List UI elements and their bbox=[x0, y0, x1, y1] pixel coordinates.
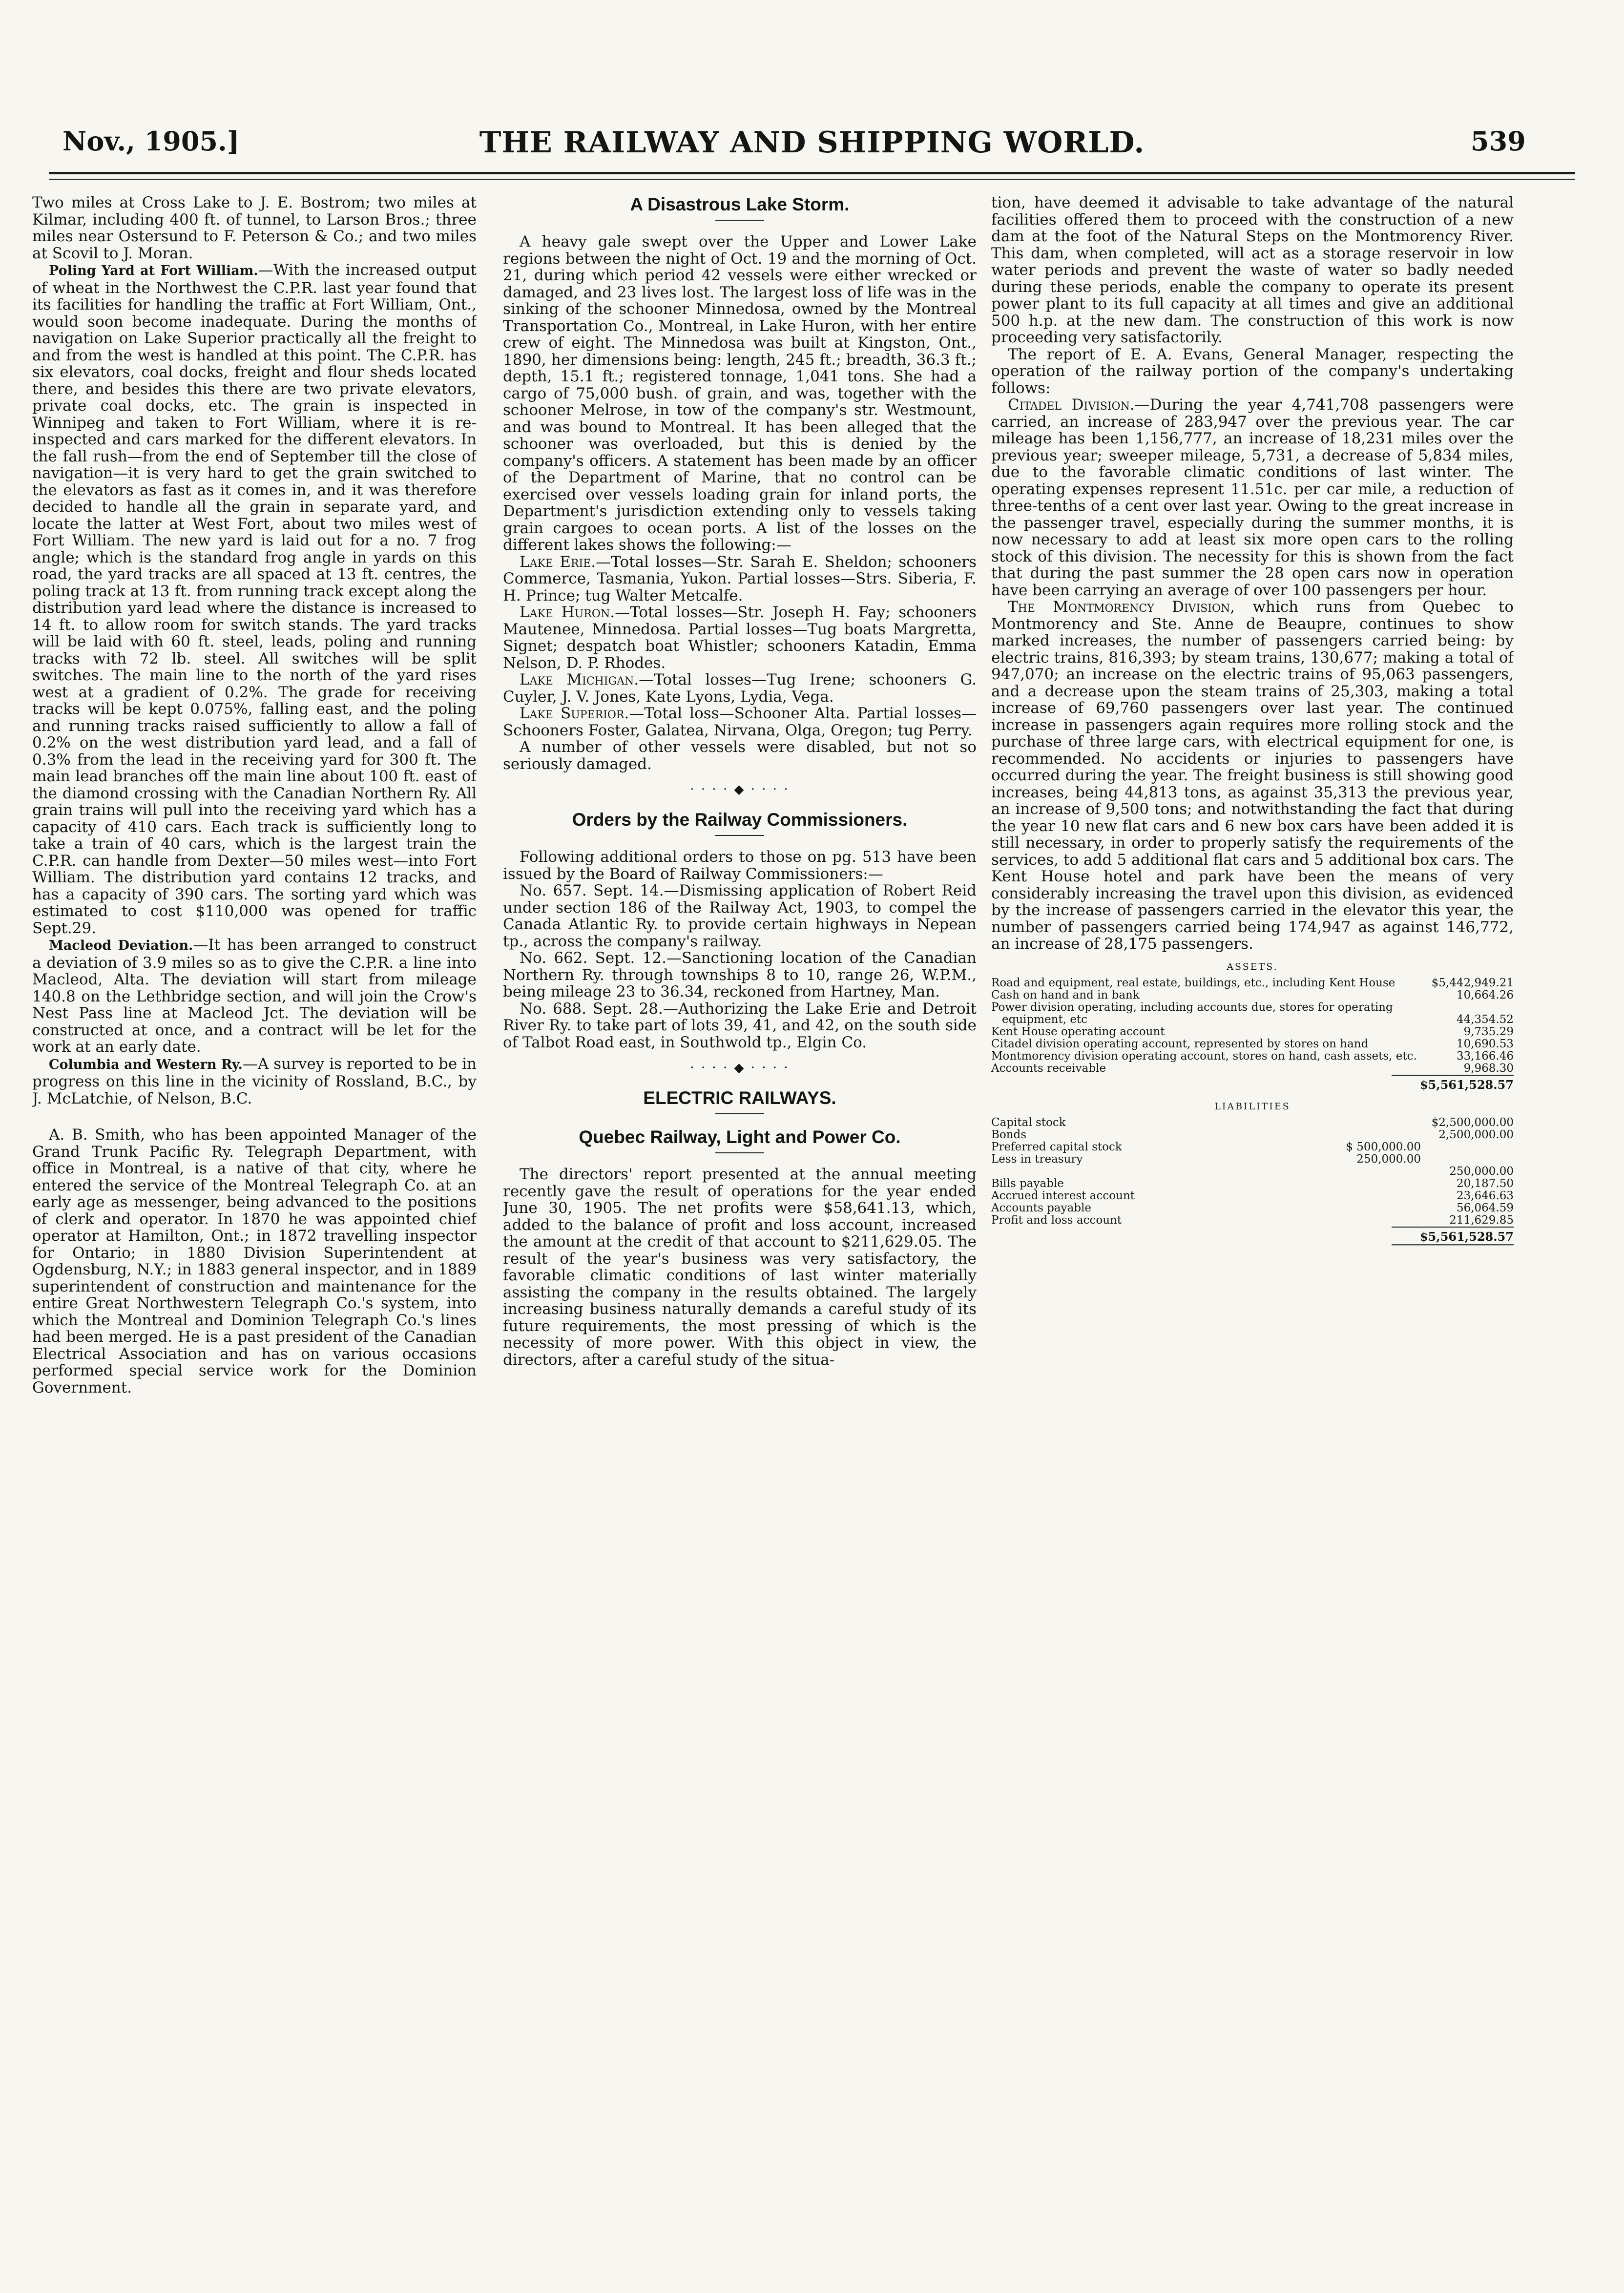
heading-lake-storm: A Disastrous Lake Storm. bbox=[630, 194, 850, 214]
liability-row bbox=[991, 1166, 1514, 1178]
spacer bbox=[32, 1107, 477, 1126]
asset-label: Road and equipment, real estate, buildings, etc., including Kent House bbox=[991, 976, 1395, 989]
paragraph-poling-yard bbox=[32, 262, 477, 937]
short-rule bbox=[715, 835, 764, 836]
asset-amount: 44,354.52 bbox=[1456, 1013, 1514, 1026]
asset-row bbox=[991, 1063, 1514, 1075]
liability-row bbox=[991, 1178, 1514, 1190]
lake-erie-label: Lake Erie. bbox=[520, 553, 596, 571]
short-rule bbox=[715, 1152, 764, 1153]
asset-label: Citadel division operating account, represented by stores on hand bbox=[991, 1037, 1369, 1050]
citadel-text: —During the year 4,741,708 passengers were carried, an increase of 283,947 over the previous year. The car mileage has been 1,156,777, an increase of 18,231 miles over the previous year; sweeper mileage, 5,731, a decrease of 5,834 miles, due to the favorable climatic conditions of last winter. The operating expenses represent 11.51c. per car mile, a reduction of three-tenths of a cent over last year. Owing to the great increase in the passenger travel, especially during the summer months, it is now necessary to add at least six more open cars to the rolling stock of this division. The necessity for this is shown from the fact that during the past summer the 28 open cars now in operation have been carrying an average of over 100 passengers per hour. bbox=[991, 396, 1514, 599]
asset-row bbox=[991, 1001, 1514, 1026]
liability-label: Accrued interest account bbox=[991, 1189, 1135, 1202]
liability-label: Bills payable bbox=[991, 1177, 1064, 1190]
liability-row bbox=[991, 1117, 1514, 1129]
asset-row bbox=[991, 1026, 1514, 1038]
column-left bbox=[32, 194, 477, 2264]
paragraph-contracts: Two miles at Cross Lake to J. E. Bostrom; two miles at Kilmar, including 400 ft. of tunnel, to Larson Bros.; three miles near Ostersund to F. Peterson & Co.; and two miles at Scovil to J. Moran. bbox=[32, 194, 477, 262]
paragraph-lake-erie bbox=[503, 554, 977, 605]
column-right bbox=[991, 194, 1514, 2264]
run-in-heading-poling-yard: Poling Yard at Fort William. bbox=[49, 263, 258, 278]
liability-amount: 2,500,000.00 bbox=[1438, 1128, 1514, 1141]
liability-subamount: $ 500,000.00 bbox=[1346, 1140, 1421, 1153]
heading-quebec-railway: Quebec Railway, Light and Power Co. bbox=[579, 1127, 901, 1147]
publication-title: THE RAILWAY AND SHIPPING WORLD. bbox=[479, 125, 1145, 160]
paragraph-lake-michigan bbox=[503, 671, 977, 705]
montmorency-text: which runs from Quebec to Montmorency and Ste. Anne de Beaupre, continues to show marked increases, the number of passengers carried being: by electric trains, 816,393; by steam trains, 130,677; making a total of 947,070; an increase on the electric trains of 95,063 passengers, and a decrease upon the steam trains of 25,303, making a total increase of 69,760 passengers over last year. The continued increase in passengers again requires more rolling stock and the purchase of three large cars, with electrical equipment for one, is recommended. No accidents or injuries to passengers have occurred during the year. The freight business is still showing good increases, being 44,813 tons, as against 35,313 the previous year, an increase of 9,500 tons; and notwithstanding the fact that during the year 10 new flat cars and 6 new box cars have been added it is still necessary, in order to properly satisfy the requirements of the services, to add 5 additional flat cars and 5 additional box cars. The Kent House hotel and park have been the means of very considerably increasing the travel upon this division, as evidenced by the increase of passengers carried in the elevator this year, the number of passengers carried being 174,947 as against 146,772, an increase of 28,175 passengers. bbox=[991, 598, 1514, 953]
paragraph-citadel bbox=[991, 396, 1514, 599]
column-middle bbox=[503, 194, 977, 2264]
ornament-divider: · · · · ◆ · · · · bbox=[690, 782, 790, 797]
paragraph-lake-superior bbox=[503, 705, 977, 739]
assets-list bbox=[991, 977, 1514, 1075]
liability-subamount: 250,000.00 bbox=[1356, 1152, 1421, 1166]
run-in-heading-macleod: Macleod Deviation. bbox=[49, 938, 193, 953]
liabilities-list bbox=[991, 1178, 1514, 1227]
paragraph-montmorency bbox=[991, 599, 1514, 953]
asset-label: Power division operating, including accounts due, stores for operating equipment, etc bbox=[991, 1001, 1393, 1026]
liability-label: Profit and loss account bbox=[991, 1213, 1122, 1227]
paragraph-manager-report: The report of E. A. Evans, General Manager, respecting the operation of the railway portion of the company's undertaking follows: bbox=[991, 345, 1514, 397]
liability-label: Accounts payable bbox=[991, 1201, 1092, 1214]
liability-amount: 23,646.63 bbox=[1456, 1189, 1514, 1202]
paragraph-order-657: No. 657. Sept. 14.—Dismissing application of Robert Reid under section 186 of the Railway Act, 1903, to compel the Canada Atlantic Ry. to provide certain highways in Nepean tp., across the company's railway. bbox=[503, 882, 977, 950]
liability-label: Less in treasury bbox=[991, 1152, 1083, 1166]
heading-electric-railways: ELECTRIC RAILWAYS. bbox=[643, 1088, 836, 1108]
lake-huron-text: —Total losses—Str. Joseph H. Fay; schooners Mautenee, Minnedosa. Partial losses—Tug boats Margretta, Signet; despatch boat Whistler; schooners Katadin, Emma Nelson, D. P. Rhodes. bbox=[503, 604, 977, 672]
short-rule bbox=[715, 220, 764, 221]
asset-row bbox=[991, 1038, 1514, 1050]
lake-michigan-label: Lake Michigan. bbox=[520, 671, 639, 688]
assets-total: $5,561,528.57 bbox=[1392, 1075, 1514, 1092]
heading-railway-commissioners: Orders by the Railway Commissioners. bbox=[572, 810, 908, 830]
liabilities-heading: LIABILITIES bbox=[1214, 1101, 1291, 1112]
liability-row bbox=[991, 1214, 1514, 1227]
assets-heading: ASSETS. bbox=[1227, 961, 1278, 972]
paragraph-lake-huron bbox=[503, 604, 977, 671]
paragraph-storm: A heavy gale swept over the Upper and Lower Lake regions between the night of Oct. 19 and the morning of Oct. 21, during which period 42 vessels were either wrecked or damaged, and 23 lives lost. The largest loss of life was in the sinking of the schooner Minnedosa, owned by the Montreal Transportation Co., Montreal, in Lake Huron, with her entire crew of eight. The Minnedosa was built at Kingston, Ont., 1890, her dimensions being: length, 245 ft.; breadth, 36.3 ft.; depth, 15.1 ft.; registered tonnage, 1,041 tons. She had a cargo of 75,000 bush. of grain, and was, together with the schooner Melrose, in tow of the company's str. Westmount, and was bound to Montreal. It has been alleged that the schooner was overloaded, but this is denied by the company's officers. A statement has been made by an officer of the Department of Marine, that no control can be exercised over vessels loading grain for inland ports, the Department's jurisdiction extending only to vessels taking grain cargoes to ocean ports. A list of the losses on the different lakes shows the following:— bbox=[503, 233, 977, 554]
paragraph-quebec-report: The directors' report presented at the annual meeting recently gave the result of operations for the year ended June 30, 1905. The net profits were $58,641.13, which, added to the balance of profit and loss account, increased the amount at the credit of that account to $211,629.05. The result of the year's business was very satisfactory, the favorable climatic conditions of last winter materially assisting the company in the results obtained. The largely increasing business naturally demands a careful study of its future requirements, the most pressing of which is the necessity of more power. With this object in view, the directors, after a careful study of the situa- bbox=[503, 1166, 977, 1369]
header-rule-thin bbox=[49, 179, 1575, 180]
ornament-divider: · · · · ◆ · · · · bbox=[690, 1061, 790, 1075]
paragraph-macleod bbox=[32, 937, 477, 1056]
liability-row bbox=[991, 1153, 1514, 1166]
paragraph-orders-intro: Following additional orders to those on pg. 513 have been issued by the Board of Railway Commissioners:— bbox=[503, 848, 977, 883]
asset-amount: 9,735.29 bbox=[1463, 1025, 1514, 1038]
poling-yard-text: —With the increased output of wheat in the Northwest the C.P.R. last year found that its facilities for handling the traffic at Fort William, Ont., would soon become inadequate. During the months of navigation on Lake Superior practically all the freight to and from the west is handled at this point. The C.P.R. has six elevators, coal docks, freight and flour sheds located there, and besides this there are two private elevators, private coal docks, etc. The grain is inspected in Winnipeg and taken to Fort William, where it is re-inspected and cars marked for the different elevators. In the fall rush—from the end of September till the close of navigation—it is very hard to get the grain switched to the elevators as fast as it comes in, and it was therefore decided to handle all the grain in separate yard, and locate the latter at West Fort, about two miles west of Fort William. The new yard is laid out for a no. 7 frog angle; which is the standard frog angle in yards on this road, the yard tracks are all spaced at 13 ft. centres, the poling track at 13 ft. from running track except along the distribution yard lead where the distance is increased to 14 ft. to allow room for switch stands. The yard tracks will be laid with 60 ft. steel, leads, poling and running tracks with 72 lb. steel. All switches will be split switches. The main line to the north of the yard rises west at a gradient of 0.2%. The grade for receiving tracks will be kept 0.075%, falling east, and the poling and running tracks raised sufficiently to allow a fall of 0.2% on the west distribution yard lead, and a fall of 0.3% from the lead in the receiving yard for 300 ft. The main lead branches off the main line about 100 ft. east of the diamond crossing with the Canadian Northern Ry. All grain trains will pull into the receiving yard which has a capacity of 410 cars. Each track is sufficiently long to take a train of 40 cars, which is the largest train the C.P.R. can handle from Dexter—50 miles west—into Fort William. The distribution yard contains 12 tracks, and has a capacity of 390 cars. The sorting yard which was estimated to cost $110,000 was opened for traffic Sept.29. bbox=[32, 261, 477, 937]
asset-amount: 33,166.46 bbox=[1456, 1049, 1514, 1063]
lake-superior-text: —Total loss—Schooner Alta. Partial losses—Schooners Foster, Galatea, Nirvana, Olga, Oregon; tug Perry. bbox=[503, 705, 977, 739]
asset-row bbox=[991, 1050, 1514, 1063]
liability-row bbox=[991, 1190, 1514, 1202]
lake-erie-text: —Total losses—Str. Sarah E. Sheldon; schooners Commerce, Tasmania, Yukon. Partial losses—Strs. Siberia, F. H. Prince; tug Walter Metcalfe. bbox=[503, 553, 977, 605]
page-number: 539 bbox=[1471, 125, 1526, 157]
liability-row bbox=[991, 1202, 1514, 1214]
columbia-text: —A survey is reported to be in progress on this line in the vicinity of Rossland, B.C., by J. McLatchie, of Nelson, B.C. bbox=[32, 1055, 477, 1107]
paragraph-dam: tion, have deemed it advisable to take advantage of the natural facilities offered them to proceed with the construction of a new dam at the foot of the Natural Steps on the Montmorency River. This dam, when completed, will act as a storage reservoir in low water periods and prevent the waste of water so badly needed during these periods, enable the company to operate its present power plant to its full capacity at all times and give an additional 500 h.p. at the new dam. The construction of this work is now proceeding very satisfactorily. bbox=[991, 194, 1514, 346]
run-in-heading-columbia: Columbia and Western Ry. bbox=[49, 1057, 243, 1072]
asset-amount: 10,690.53 bbox=[1456, 1037, 1514, 1050]
liability-amount: 211,629.85 bbox=[1449, 1213, 1514, 1227]
citadel-label: Citadel Division. bbox=[1008, 396, 1135, 414]
short-rule bbox=[715, 1113, 764, 1114]
asset-row bbox=[991, 989, 1514, 1001]
montmorency-label: The Montmorency Division, bbox=[1008, 598, 1235, 616]
asset-row bbox=[991, 977, 1514, 989]
liability-label: Preferred capital stock bbox=[991, 1140, 1122, 1153]
liability-amount: 250,000.00 bbox=[1449, 1165, 1514, 1178]
paragraph-order-688: No. 688. Sept. 28.—Authorizing the Lake Erie and Detroit River Ry. to take part of lots 39, 41, and 42, on the south side of Talbot Road east, in Southwold tp., Elgin Co. bbox=[503, 1000, 977, 1051]
liability-row bbox=[991, 1141, 1514, 1153]
asset-amount: $5,442,949.21 bbox=[1431, 976, 1514, 989]
asset-amount: 10,664.26 bbox=[1456, 988, 1514, 1001]
liability-label: Bonds bbox=[991, 1128, 1027, 1141]
lake-huron-label: Lake Huron. bbox=[520, 604, 615, 621]
liability-amount: 20,187.50 bbox=[1456, 1177, 1514, 1190]
lake-superior-label: Lake Superior. bbox=[520, 705, 629, 722]
paragraph-storm-end: A number of other vessels were disabled, but not so seriously damaged. bbox=[503, 738, 977, 773]
issue-date: Nov., 1905.] bbox=[62, 125, 240, 157]
paragraph-order-662: No. 662. Sept. 12.—Sanctioning location of the Canadian Northern Ry. through townships 8 to 10, range 26, W.P.M., being mileage 23 to 36.34, reckoned from Hartney, Man. bbox=[503, 949, 977, 1001]
balance-sheet bbox=[991, 961, 1514, 1246]
paragraph-columbia bbox=[32, 1056, 477, 1107]
header-rule bbox=[49, 172, 1575, 174]
asset-label: Accounts receivable bbox=[991, 1062, 1106, 1075]
liabilities-total: $5,561,528.57 bbox=[1392, 1227, 1514, 1246]
liability-label: Capital stock bbox=[991, 1116, 1066, 1129]
asset-label: Cash on hand and in bank bbox=[991, 988, 1140, 1001]
lake-michigan-text: —Total losses—Tug Irene; schooners G. Cuyler, J. V. Jones, Kate Lyons, Lydia, Vega. bbox=[503, 671, 977, 706]
paragraph-smith: A. B. Smith, who has been appointed Manager of the Grand Trunk Pacific Ry. Telegraph Department, with office in Montreal, is a native of that city, where he entered the service of the Montreal Telegraph Co. at an early age as messenger, being advanced to the positions of clerk and operator. In 1870 he was appointed chief operator at Hamilton, Ont.; in 1872 travelling inspector for Ontario; in 1880 Division Superintendent at Ogdensburg, N.Y.; in 1883 general inspector, and in 1889 superintendent of construction and maintenance for the entire Great Northwestern Telegraph Co.'s system, into which the Montreal and Dominion Telegraph Co.'s lines had been merged. He is a past president of the Canadian Electrical Association and has on various occasions performed special service work for the Dominion Government. bbox=[32, 1126, 477, 1397]
asset-amount: 9,968.30 bbox=[1463, 1062, 1514, 1075]
macleod-text: —It has been arranged to construct a deviation of 3.9 miles so as to give the C.P.R. a line into Macleod, Alta. The deviation will start from mileage 140.8 on the Lethbridge section, and will join the Crow's Nest Pass line at Macleod Jct. The deviation will be constructed at once, and a contract will be let for the work at an early date. bbox=[32, 936, 477, 1056]
liability-amount: $2,500,000.00 bbox=[1431, 1116, 1514, 1129]
liability-amount: 56,064.59 bbox=[1456, 1201, 1514, 1214]
asset-label: Montmorency division operating account, stores on hand, cash assets, etc. bbox=[991, 1049, 1417, 1063]
asset-label: Kent House operating account bbox=[991, 1025, 1165, 1038]
liability-row bbox=[991, 1129, 1514, 1141]
